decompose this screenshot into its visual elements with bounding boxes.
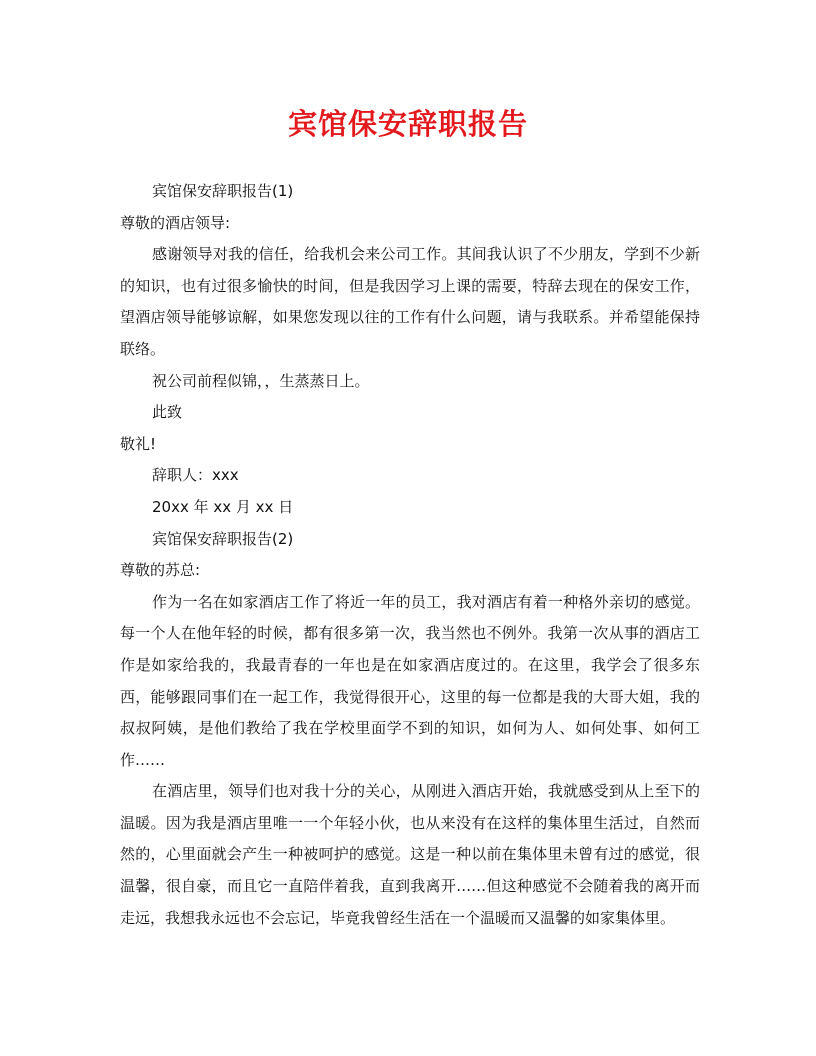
paragraph-body-1: 感谢领导对我的信任，给我机会来公司工作。其间我认识了不少朋友，学到不少新的知识，也有过很多愉快的时间，但是我因学习上课的需要，特辞去现在的保安工作，望酒店领导能够谅解，如果您发现以往的工作有什么问题，请与我联系。并希望能保持联络。 [120,245,700,358]
document-body [120,176,700,934]
paragraph-body-2: 作为一名在如家酒店工作了将近一年的员工，我对酒店有着一种格外亲切的感觉。每一个人在他年轻的时候，都有很多第一次，我当然也不例外。我第一次从事的酒店工作是如家给我的，我最青春的一年也是在如家酒店度过的。在这里，我学会了很多东西，能够跟同事们在一起工作，我觉得很开心，这里的每一位都是我的大哥大姐，我的叔叔阿姨，是他们教给了我在学校里面学不到的知识，如何为人、如何处事、如何工作…… [120,592,700,769]
paragraph-section-heading-2: 宾馆保安辞职报告(2) [152,529,294,548]
paragraph-wishes: 祝公司前程似锦，，生蒸蒸日上。 [152,371,370,390]
document-title: 宾馆保安辞职报告 [287,107,528,141]
paragraph-closing-1: 此致 [152,403,183,422]
paragraph-section-heading-1: 宾馆保安辞职报告(1) [152,182,294,200]
paragraph-signer: 辞职人：xxx [152,466,239,485]
paragraph-salutation-2: 尊敬的苏总: [120,561,201,580]
paragraph-closing-2: 敬礼! [120,434,157,453]
paragraph-date: 20xx 年 xx 月 xx 日 [152,497,294,516]
paragraph-body-3: 在酒店里，领导们也对我十分的关心，从刚进入酒店开始，我就感受到从上至下的温暖。因为我是酒店里唯一一个年轻小伙，也从来没有在这样的集体里生活过，自然而然的，心里面就会产生一种被呵护的感觉。这是一种以前在集体里未曾有过的感觉，很温馨，很自豪，而且它一直陪伴着我，直到我离开……但这种感觉不会随着我的离开而走远，我想我永远也不会忘记，毕竟我曾经生活在一个温暖而又温馨的如家集体里。 [120,782,700,927]
paragraph-salutation-1: 尊敬的酒店领导: [120,213,231,232]
